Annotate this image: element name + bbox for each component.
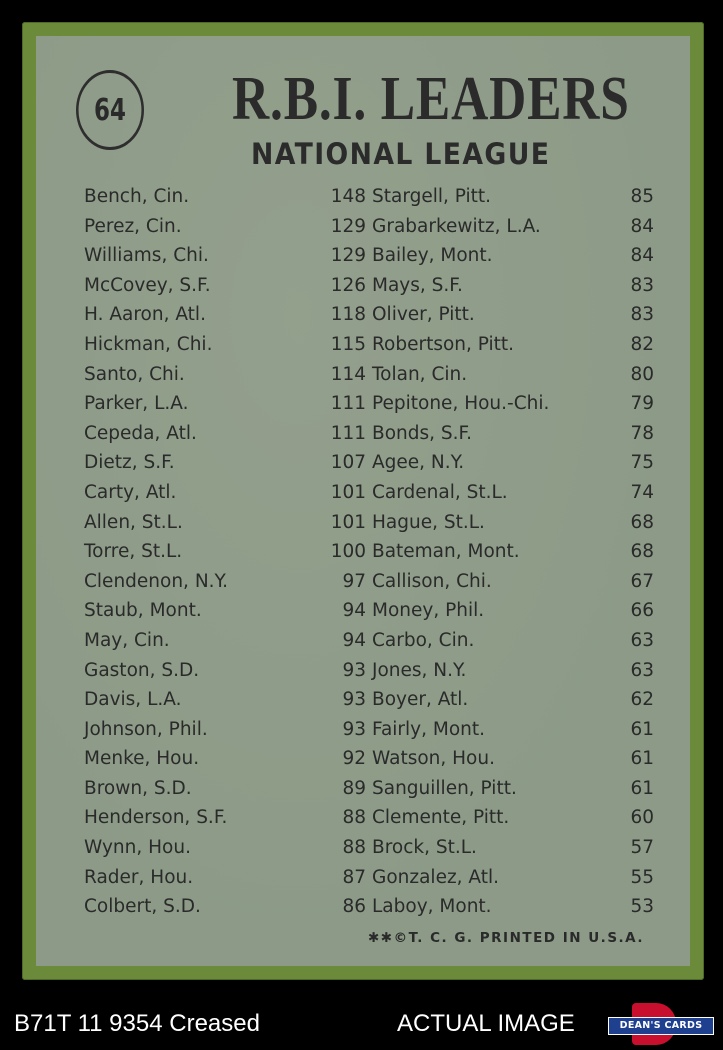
rbi-value: 107: [330, 452, 366, 474]
player-name: Santo, Chi.: [84, 363, 185, 385]
player-name: Colbert, S.D.: [84, 896, 201, 918]
player-name: Agee, N.Y.: [372, 452, 465, 474]
leader-row: [84, 719, 366, 749]
copyright-footer: ✱✱©T. C. G. PRINTED IN U.S.A.: [368, 930, 644, 946]
rbi-value: 92: [342, 748, 366, 770]
rbi-value: 68: [630, 541, 654, 563]
player-name: Fairly, Mont.: [372, 718, 486, 740]
leader-row: [372, 837, 654, 867]
leader-row: [84, 630, 366, 660]
player-name: Jones, N.Y.: [372, 659, 467, 681]
baseball-card-back: [22, 22, 704, 980]
leader-row: [372, 719, 654, 749]
rbi-value: 114: [330, 363, 366, 385]
player-name: Torre, St.L.: [84, 541, 183, 563]
logo-text: DEAN'S CARDS: [608, 1017, 714, 1035]
leader-row: [372, 896, 654, 926]
player-name: Hague, St.L.: [372, 511, 485, 533]
leader-row: [84, 452, 366, 482]
leader-row: [372, 482, 654, 512]
player-name: Sanguillen, Pitt.: [372, 777, 517, 799]
player-name: Carty, Atl.: [84, 481, 177, 503]
rbi-value: 88: [342, 807, 366, 829]
leader-row: [372, 393, 654, 423]
leader-row: [372, 512, 654, 542]
left-leaders-list: [84, 186, 366, 926]
player-name: H. Aaron, Atl.: [84, 304, 206, 326]
rbi-value: 88: [342, 837, 366, 859]
leader-row: [84, 275, 366, 305]
leader-row: [84, 689, 366, 719]
rbi-value: 63: [630, 629, 654, 651]
player-name: Bench, Cin.: [84, 186, 190, 207]
leader-row: [84, 364, 366, 394]
rbi-value: 80: [630, 363, 654, 385]
leader-row: [372, 334, 654, 364]
player-name: Johnson, Phil.: [84, 718, 208, 740]
leader-row: [84, 571, 366, 601]
leader-row: [372, 571, 654, 601]
leader-row: [84, 216, 366, 246]
player-name: Hickman, Chi.: [84, 333, 213, 355]
player-name: Gaston, S.D.: [84, 659, 200, 681]
rbi-value: 89: [342, 777, 366, 799]
card-number: 64: [76, 70, 144, 150]
leader-row: [372, 364, 654, 394]
rbi-value: 93: [342, 718, 366, 740]
rbi-value: 94: [342, 600, 366, 622]
right-leaders-list: [372, 186, 654, 926]
rbi-value: 66: [630, 600, 654, 622]
leader-row: [372, 778, 654, 808]
leader-row: [372, 541, 654, 571]
leader-row: [372, 600, 654, 630]
rbi-value: 61: [630, 748, 654, 770]
player-name: Tolan, Cin.: [372, 363, 468, 385]
leader-row: [84, 807, 366, 837]
actual-image-caption: ACTUAL IMAGE: [397, 1010, 575, 1037]
rbi-value: 93: [342, 659, 366, 681]
player-name: Cardenal, St.L.: [372, 481, 508, 503]
leader-row: [84, 304, 366, 334]
player-name: McCovey, S.F.: [84, 274, 211, 296]
leader-row: [372, 689, 654, 719]
leader-row: [84, 778, 366, 808]
league-subtitle: NATIONAL LEAGUE: [251, 137, 551, 171]
rbi-value: 82: [630, 333, 654, 355]
player-name: Williams, Chi.: [84, 245, 209, 267]
player-name: Clendenon, N.Y.: [84, 570, 228, 592]
rbi-value: 115: [330, 333, 366, 355]
leader-row: [84, 867, 366, 897]
player-name: May, Cin.: [84, 629, 170, 651]
rbi-value: 75: [630, 452, 654, 474]
leader-row: [84, 334, 366, 364]
player-name: Dietz, S.F.: [84, 452, 175, 474]
leader-row: [372, 807, 654, 837]
rbi-value: 93: [342, 689, 366, 711]
player-name: Brown, S.D.: [84, 777, 192, 799]
rbi-value: 111: [330, 422, 366, 444]
leader-row: [372, 452, 654, 482]
card-text-panel: [36, 36, 690, 966]
player-name: Grabarkewitz, L.A.: [372, 215, 541, 237]
leader-row: [84, 600, 366, 630]
rbi-value: 118: [330, 304, 366, 326]
rbi-value: 60: [630, 807, 654, 829]
rbi-value: 74: [630, 481, 654, 503]
rbi-value: 53: [630, 896, 654, 918]
card-id-caption: B71T 11 9354 Creased: [14, 1010, 260, 1037]
rbi-value: 84: [630, 245, 654, 267]
player-name: Wynn, Hou.: [84, 837, 191, 859]
player-name: Gonzalez, Atl.: [372, 866, 500, 888]
player-name: Rader, Hou.: [84, 866, 194, 888]
player-name: Perez, Cin.: [84, 215, 182, 237]
player-name: Boyer, Atl.: [372, 689, 469, 711]
leader-row: [84, 837, 366, 867]
rbi-value: 62: [630, 689, 654, 711]
leader-row: [84, 482, 366, 512]
rbi-value: 57: [630, 837, 654, 859]
player-name: Henderson, S.F.: [84, 807, 228, 829]
rbi-value: 79: [630, 393, 654, 415]
player-name: Parker, L.A.: [84, 393, 189, 415]
player-name: Clemente, Pitt.: [372, 807, 510, 829]
leader-row: [84, 186, 366, 216]
leader-row: [372, 186, 654, 216]
rbi-value: 97: [342, 570, 366, 592]
rbi-value: 148: [330, 186, 366, 207]
leader-row: [84, 423, 366, 453]
rbi-value: 61: [630, 718, 654, 740]
leader-row: [372, 423, 654, 453]
rbi-value: 101: [330, 511, 366, 533]
leader-row: [372, 660, 654, 690]
player-name: Robertson, Pitt.: [372, 333, 515, 355]
player-name: Money, Phil.: [372, 600, 485, 622]
leader-row: [84, 245, 366, 275]
rbi-value: 83: [630, 304, 654, 326]
leader-row: [84, 541, 366, 571]
player-name: Cepeda, Atl.: [84, 422, 197, 444]
rbi-value: 85: [630, 186, 654, 207]
player-name: Staub, Mont.: [84, 600, 202, 622]
rbi-value: 87: [342, 866, 366, 888]
player-name: Davis, L.A.: [84, 689, 182, 711]
leader-row: [372, 630, 654, 660]
player-name: Callison, Chi.: [372, 570, 492, 592]
player-name: Bateman, Mont.: [372, 541, 520, 563]
leader-row: [84, 748, 366, 778]
leader-row: [84, 512, 366, 542]
rbi-value: 67: [630, 570, 654, 592]
card-title: R.B.I. LEADERS: [232, 65, 630, 133]
player-name: Brock, St.L.: [372, 837, 477, 859]
rbi-value: 129: [330, 245, 366, 267]
deans-cards-logo: [608, 1003, 712, 1045]
rbi-value: 94: [342, 629, 366, 651]
player-name: Carbo, Cin.: [372, 629, 475, 651]
rbi-value: 129: [330, 215, 366, 237]
rbi-value: 84: [630, 215, 654, 237]
rbi-value: 78: [630, 422, 654, 444]
rbi-value: 86: [342, 896, 366, 918]
player-name: Bailey, Mont.: [372, 245, 493, 267]
leader-row: [372, 304, 654, 334]
player-name: Oliver, Pitt.: [372, 304, 475, 326]
player-name: Pepitone, Hou.-Chi.: [372, 393, 550, 415]
player-name: Watson, Hou.: [372, 748, 495, 770]
player-name: Mays, S.F.: [372, 274, 463, 296]
player-name: Allen, St.L.: [84, 511, 183, 533]
rbi-value: 63: [630, 659, 654, 681]
leader-row: [372, 748, 654, 778]
rbi-value: 100: [330, 541, 366, 563]
rbi-value: 55: [630, 866, 654, 888]
player-name: Laboy, Mont.: [372, 896, 492, 918]
rbi-value: 83: [630, 274, 654, 296]
rbi-value: 61: [630, 777, 654, 799]
leader-row: [372, 275, 654, 305]
leader-row: [84, 896, 366, 926]
rbi-value: 101: [330, 481, 366, 503]
leader-row: [372, 216, 654, 246]
player-name: Menke, Hou.: [84, 748, 200, 770]
leader-row: [84, 393, 366, 423]
rbi-value: 126: [330, 274, 366, 296]
leader-row: [84, 660, 366, 690]
rbi-value: 68: [630, 511, 654, 533]
rbi-value: 111: [330, 393, 366, 415]
player-name: Stargell, Pitt.: [372, 186, 492, 207]
leader-row: [372, 245, 654, 275]
leader-row: [372, 867, 654, 897]
player-name: Bonds, S.F.: [372, 422, 473, 444]
